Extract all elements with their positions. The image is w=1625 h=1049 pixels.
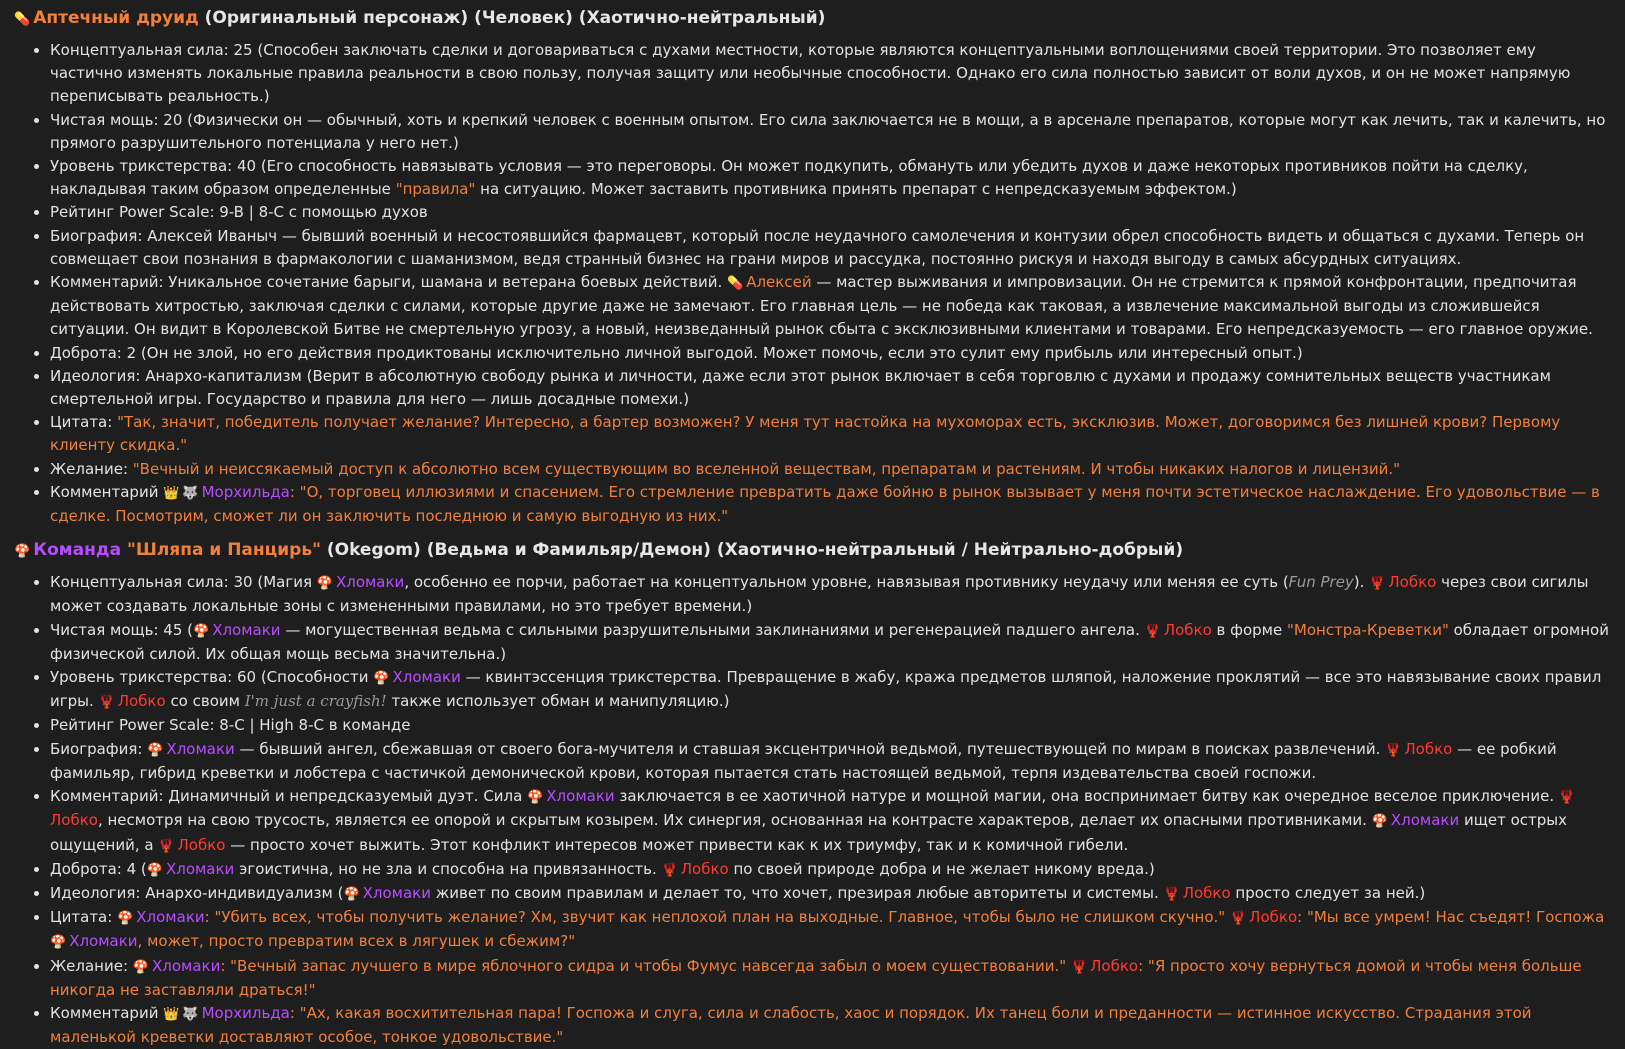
highlight-text: "правила"	[395, 180, 476, 199]
team-stats-list	[14, 571, 1611, 1049]
item-label: Комментарий	[50, 482, 164, 501]
item-label: Комментарий	[50, 1003, 164, 1022]
team-name: "Шляпа и Панцирь"	[127, 540, 321, 561]
item-text: Идеология: Анархо-капитализм (Верит в абсолютную свободу рынка и личности, даже если этот рынок включает в себя торговлю с духами и продажу сомнительных веществ участникам смертельной игры. Государство и правила для него — лишь досадные помехи.)	[50, 366, 1551, 409]
hat-icon: 🍄	[1371, 814, 1388, 830]
character-name: Хломаки	[69, 932, 138, 951]
item-text: Рейтинг Power Scale: 9-B | 8-C с помощью духов	[50, 203, 428, 222]
team-label: Команда	[33, 540, 122, 561]
character-name: Хломаки	[362, 883, 431, 902]
item-label: Желание:	[50, 956, 133, 975]
list-item	[50, 458, 1611, 481]
list-item	[50, 666, 1611, 714]
item-text: — могущественная ведьма с сильными разрушительными заклинаниями и регенерацией падшего ангела.	[280, 620, 1145, 639]
section-heading-pharmacy-druid	[14, 5, 1611, 33]
hat-icon: 🍄	[132, 959, 149, 975]
list-item	[50, 882, 1611, 906]
list-item	[50, 619, 1611, 666]
item-text: Концептуальная сила: 30 (Магия	[50, 573, 317, 592]
list-item	[50, 906, 1611, 954]
character-name: Лобко	[50, 811, 98, 830]
item-text: — ее робкий фамильяр, гибрид креветки и лобстера с частичкой демонической крови, которая пытается стать настоящей ведьмой, терпя издевательства своей госпожи.	[50, 739, 1557, 782]
list-item	[50, 411, 1611, 457]
list-item	[50, 271, 1611, 342]
lobster-icon: 🦞	[1385, 742, 1402, 758]
lobster-icon: 🦞	[1163, 886, 1180, 902]
item-text: Биография:	[50, 739, 148, 758]
item-text: ищет острых ощущений, а	[50, 811, 1568, 854]
lobster-icon: 🦞	[1070, 959, 1088, 975]
character-name: Аптечный друид	[33, 8, 199, 28]
item-text: Чистая мощь: 20 (Физически он — обычный, хоть и крепкий человек с военным опытом. Его сила заключается не в мощи, а в арсенале препаратов, которые могут как лечить, так и калечить, но прямого разрушительного потенциала у него нет.)	[50, 110, 1606, 152]
character-name: Хломаки	[335, 573, 405, 592]
hat-icon: 🍄	[146, 862, 163, 878]
crown-icon: 👑	[163, 485, 180, 501]
lobster-icon: 🦞	[1144, 623, 1161, 639]
hat-icon: 🍄	[193, 623, 210, 639]
quote-text: : "Вечный запас лучшего в мире яблочного сидра и чтобы Фумус навсегда забыл о моем существовании."	[220, 956, 1071, 975]
item-text: эгоистична, но не зла и способна на привязанность.	[234, 859, 662, 878]
quote-text: : "Мы все умрем! Нас съедят! Госпожа	[1297, 908, 1605, 927]
quote-text: : "Убить всех, чтобы получить желание? Хм, звучит как неплохой план на выходные. Главное, чтобы было не слишком скучно."	[204, 908, 1230, 927]
list-item	[50, 365, 1611, 411]
ability-name: I'm just a crayfish!	[244, 692, 387, 711]
character-name: Лобко	[1090, 956, 1139, 975]
hat-icon: 🍄	[147, 742, 164, 758]
character-name: Лобко	[1249, 908, 1298, 927]
item-text: заключается в ее хаотичной натуре и мощной магии, она воспринимает битву как очередное веселое приключение.	[614, 787, 1559, 806]
quote-text: : "О, торговец иллюзиями и спасением. Его стремление превратить даже бойню в рынок вызывает у меня почти эстетическое наслаждение. Его удовольствие — в сделке. Посмотрим, сможет ли он заключить последнюю и самую выгодную из них."	[50, 482, 1600, 526]
list-item	[50, 738, 1611, 785]
heading-details: (Okegom) (Ведьма и Фамильяр/Демон) (Хаотично-нейтральный / Нейтрально-добрый)	[320, 540, 1184, 561]
lobster-icon: 🦞	[98, 695, 115, 711]
quote-text: : "Ах, какая восхитительная пара! Госпожа и слуга, сила и слабость, хаос и порядок. Их танец боли и преданности — истинное искусство. Страдания этой маленькой креветки доставляют особое, тонкое удовольствие."	[50, 1003, 1532, 1047]
item-text: Комментарий: Динамичный и непредсказуемый дуэт. Сила	[50, 787, 528, 806]
section-heading-hat-and-shell	[14, 537, 1611, 565]
ability-name: Fun Prey	[1288, 573, 1354, 592]
list-item	[50, 109, 1611, 155]
pill-icon: 💊	[14, 12, 31, 27]
character-name: Лобко	[177, 835, 226, 854]
item-text: , особенно ее порчи, работает на концептуальном уровне, навязывая противнику неудачу или меняя ее суть (	[404, 573, 1289, 592]
wolf-icon: 🐺	[182, 1006, 199, 1022]
hat-icon: 🍄	[343, 886, 360, 902]
item-text: также использует обман и манипуляцию.)	[386, 692, 730, 711]
quote-text: "Так, значит, победитель получает желание? Интересно, а бартер возможен? У меня тут настойка на мухоморах есть, эксклюзив. Может, договоримся без лишней крови? Первому клиенту скидка."	[50, 413, 1561, 455]
item-text: ).	[1353, 573, 1370, 592]
character-name: Хломаки	[136, 908, 205, 927]
hat-icon: 🍄	[14, 544, 31, 560]
item-text: со своим	[165, 692, 245, 711]
lobster-icon: 🦞	[661, 862, 678, 878]
wolf-icon: 🐺	[182, 485, 199, 501]
item-text: Доброта: 4 (	[50, 859, 147, 878]
hat-icon: 🍄	[117, 911, 134, 927]
list-item	[50, 571, 1611, 618]
character-name: Лобко	[680, 859, 729, 878]
list-item	[50, 225, 1611, 271]
lobster-icon: 🦞	[1229, 911, 1247, 927]
crown-icon: 👑	[163, 1006, 180, 1022]
character-name: Лобко	[1163, 620, 1212, 639]
item-label: Желание:	[50, 459, 133, 478]
pill-icon: 💊	[727, 276, 744, 292]
item-text: просто следует за ней.)	[1230, 883, 1426, 902]
item-text: через свои сигилы может создавать локальные зоны с измененными правилами, но это требует времени.)	[50, 573, 1589, 616]
character-name: Хломаки	[166, 739, 235, 758]
lobster-icon: 🦞	[1558, 790, 1576, 806]
item-text: , несмотря на свою трусость, является ее опорой и скрытым козырем. Их синергия, основанная на контрасте характеров, делает их опасными противниками.	[97, 811, 1372, 830]
list-item	[50, 481, 1611, 528]
hat-icon: 🍄	[316, 576, 333, 592]
character-name: Хломаки	[546, 787, 615, 806]
item-text: Идеология: Анархо-индивидуализм (	[50, 883, 344, 902]
character-name: Лобко	[1182, 883, 1231, 902]
item-text: — мастер выживания и импровизации. Он не стремится к прямой конфронтации, предпочитая действовать хитростью, заключая сделки с силами, которые другие даже не замечают. Его главная цель — не победа как таковая, а извлечение максимальной выгоды из сложившейся ситуации. Он видит в Королевской Битве не смертельную угрозу, а новый, неизведанный рынок сбыта с эксклюзивными клиентами и товарами. Его непредсказуемость — его главное оружие.	[50, 273, 1593, 339]
list-item	[50, 858, 1611, 882]
item-text: в форме	[1211, 620, 1287, 639]
item-label: Цитата:	[50, 908, 118, 927]
item-text: Рейтинг Power Scale: 8-C | High 8-C в команде	[50, 716, 411, 735]
lobster-icon: 🦞	[158, 838, 175, 854]
hat-icon: 🍄	[50, 935, 67, 951]
list-item	[50, 342, 1611, 365]
item-text: — бывший ангел, сбежавшая от своего бога-мучителя и ставшая эксцентричной ведьмой, путешествующей по мирам в поисках развлечений.	[234, 739, 1386, 758]
character-name: Лобко	[1404, 739, 1453, 758]
highlight-text: "Монстра-Креветки"	[1287, 620, 1449, 639]
quote-text: "Вечный и неиссякаемый доступ к абсолютно всем существующим во вселенной веществам, препаратам и растениям. И чтобы никаких налогов и лицензий."	[132, 459, 1400, 478]
character-name: Лобко	[1388, 573, 1437, 592]
hat-icon: 🍄	[373, 671, 390, 687]
hat-icon: 🍄	[527, 790, 544, 806]
character-name: Хломаки	[1390, 811, 1460, 830]
item-text: Биография: Алексей Иваныч — бывший военный и несостоявшийся фармацевт, который после неудачного самолечения и контузии обрел способность видеть и общаться с духами. Теперь он совмещает свои познания в фармакологии с шаманизмом, ведя странный бизнес на грани миров и рассудка, постоянно рискуя и находя выгоду в самых абсурдных ситуациях.	[50, 226, 1585, 268]
quote-text: : "Я просто хочу вернуться домой и чтобы меня больше никогда не заставляли драться!"	[50, 956, 1582, 999]
character-name: Хломаки	[165, 859, 235, 878]
commentator-name: Морхильда	[201, 482, 290, 501]
list-item	[50, 785, 1611, 858]
character-name: Хломаки	[392, 668, 461, 687]
lobster-icon: 🦞	[1369, 576, 1386, 592]
item-text: Чистая мощь: 45 (	[50, 620, 193, 639]
item-text: Уровень трикстерства: 40 (Его способность навязывать условия — это переговоры. Он может подкупить, обмануть или убедить духов и даже некоторых противников пойти на сделку, накладывая таким образом определенные	[50, 157, 1528, 199]
item-label: Цитата:	[50, 413, 118, 432]
list-item	[50, 714, 1611, 737]
item-text: Концептуальная сила: 25 (Способен заключать сделки и договариваться с духами местности, которые являются концептуальными воплощениями своей территории. Это позволяет ему частично изменять локальные правила реальности в свою пользу, получая защиту или необычные способности. Однако его сила полностью зависит от воли духов, и он не может напрямую переписывать реальность.)	[50, 41, 1571, 106]
character-name: Хломаки	[212, 620, 281, 639]
character-name: Лобко	[117, 692, 166, 711]
list-item	[50, 1002, 1611, 1049]
list-item	[50, 155, 1611, 201]
item-text: Уровень трикстерства: 60 (Способности	[50, 668, 374, 687]
item-text: Комментарий: Уникальное сочетание барыги, шамана и ветерана боевых действий.	[50, 273, 728, 292]
item-text: обладает огромной физической силой. Их общая мощь весьма значительна.)	[50, 620, 1609, 663]
item-text: — квинтэссенция трикстерства. Превращение в жабу, кража предметов шляпой, наложение проклятий — все это навязывание своих правил игры.	[50, 668, 1602, 711]
list-item	[50, 201, 1611, 224]
list-item	[50, 39, 1611, 109]
item-text: на ситуацию. Может заставить противника принять препарат с непредсказуемым эффектом.)	[475, 180, 1237, 199]
character-stats-list	[14, 39, 1611, 528]
item-text: живет по своим правилам и делает то, что хочет, презирая любые авторитеты и системы.	[430, 883, 1164, 902]
character-name: Хломаки	[151, 956, 221, 975]
quote-text: , может, просто превратим всех в лягушек и сбежим?"	[137, 932, 576, 951]
commentator-name: Морхильда	[201, 1003, 290, 1022]
item-text: — просто хочет выжить. Этот конфликт интересов может привести как к их триумфу, так и к комичной гибели.	[225, 835, 1129, 854]
item-text: по своей природе добра и не желает никому вреда.)	[728, 859, 1155, 878]
character-name: Алексей	[746, 273, 812, 292]
item-text: Доброта: 2 (Он не злой, но его действия продиктованы исключительно личной выгодой. Может помочь, если это сулит ему прибыль или интересный опыт.)	[50, 343, 1303, 362]
heading-details: (Оригинальный персонаж) (Человек) (Хаотично-нейтральный)	[198, 8, 826, 28]
